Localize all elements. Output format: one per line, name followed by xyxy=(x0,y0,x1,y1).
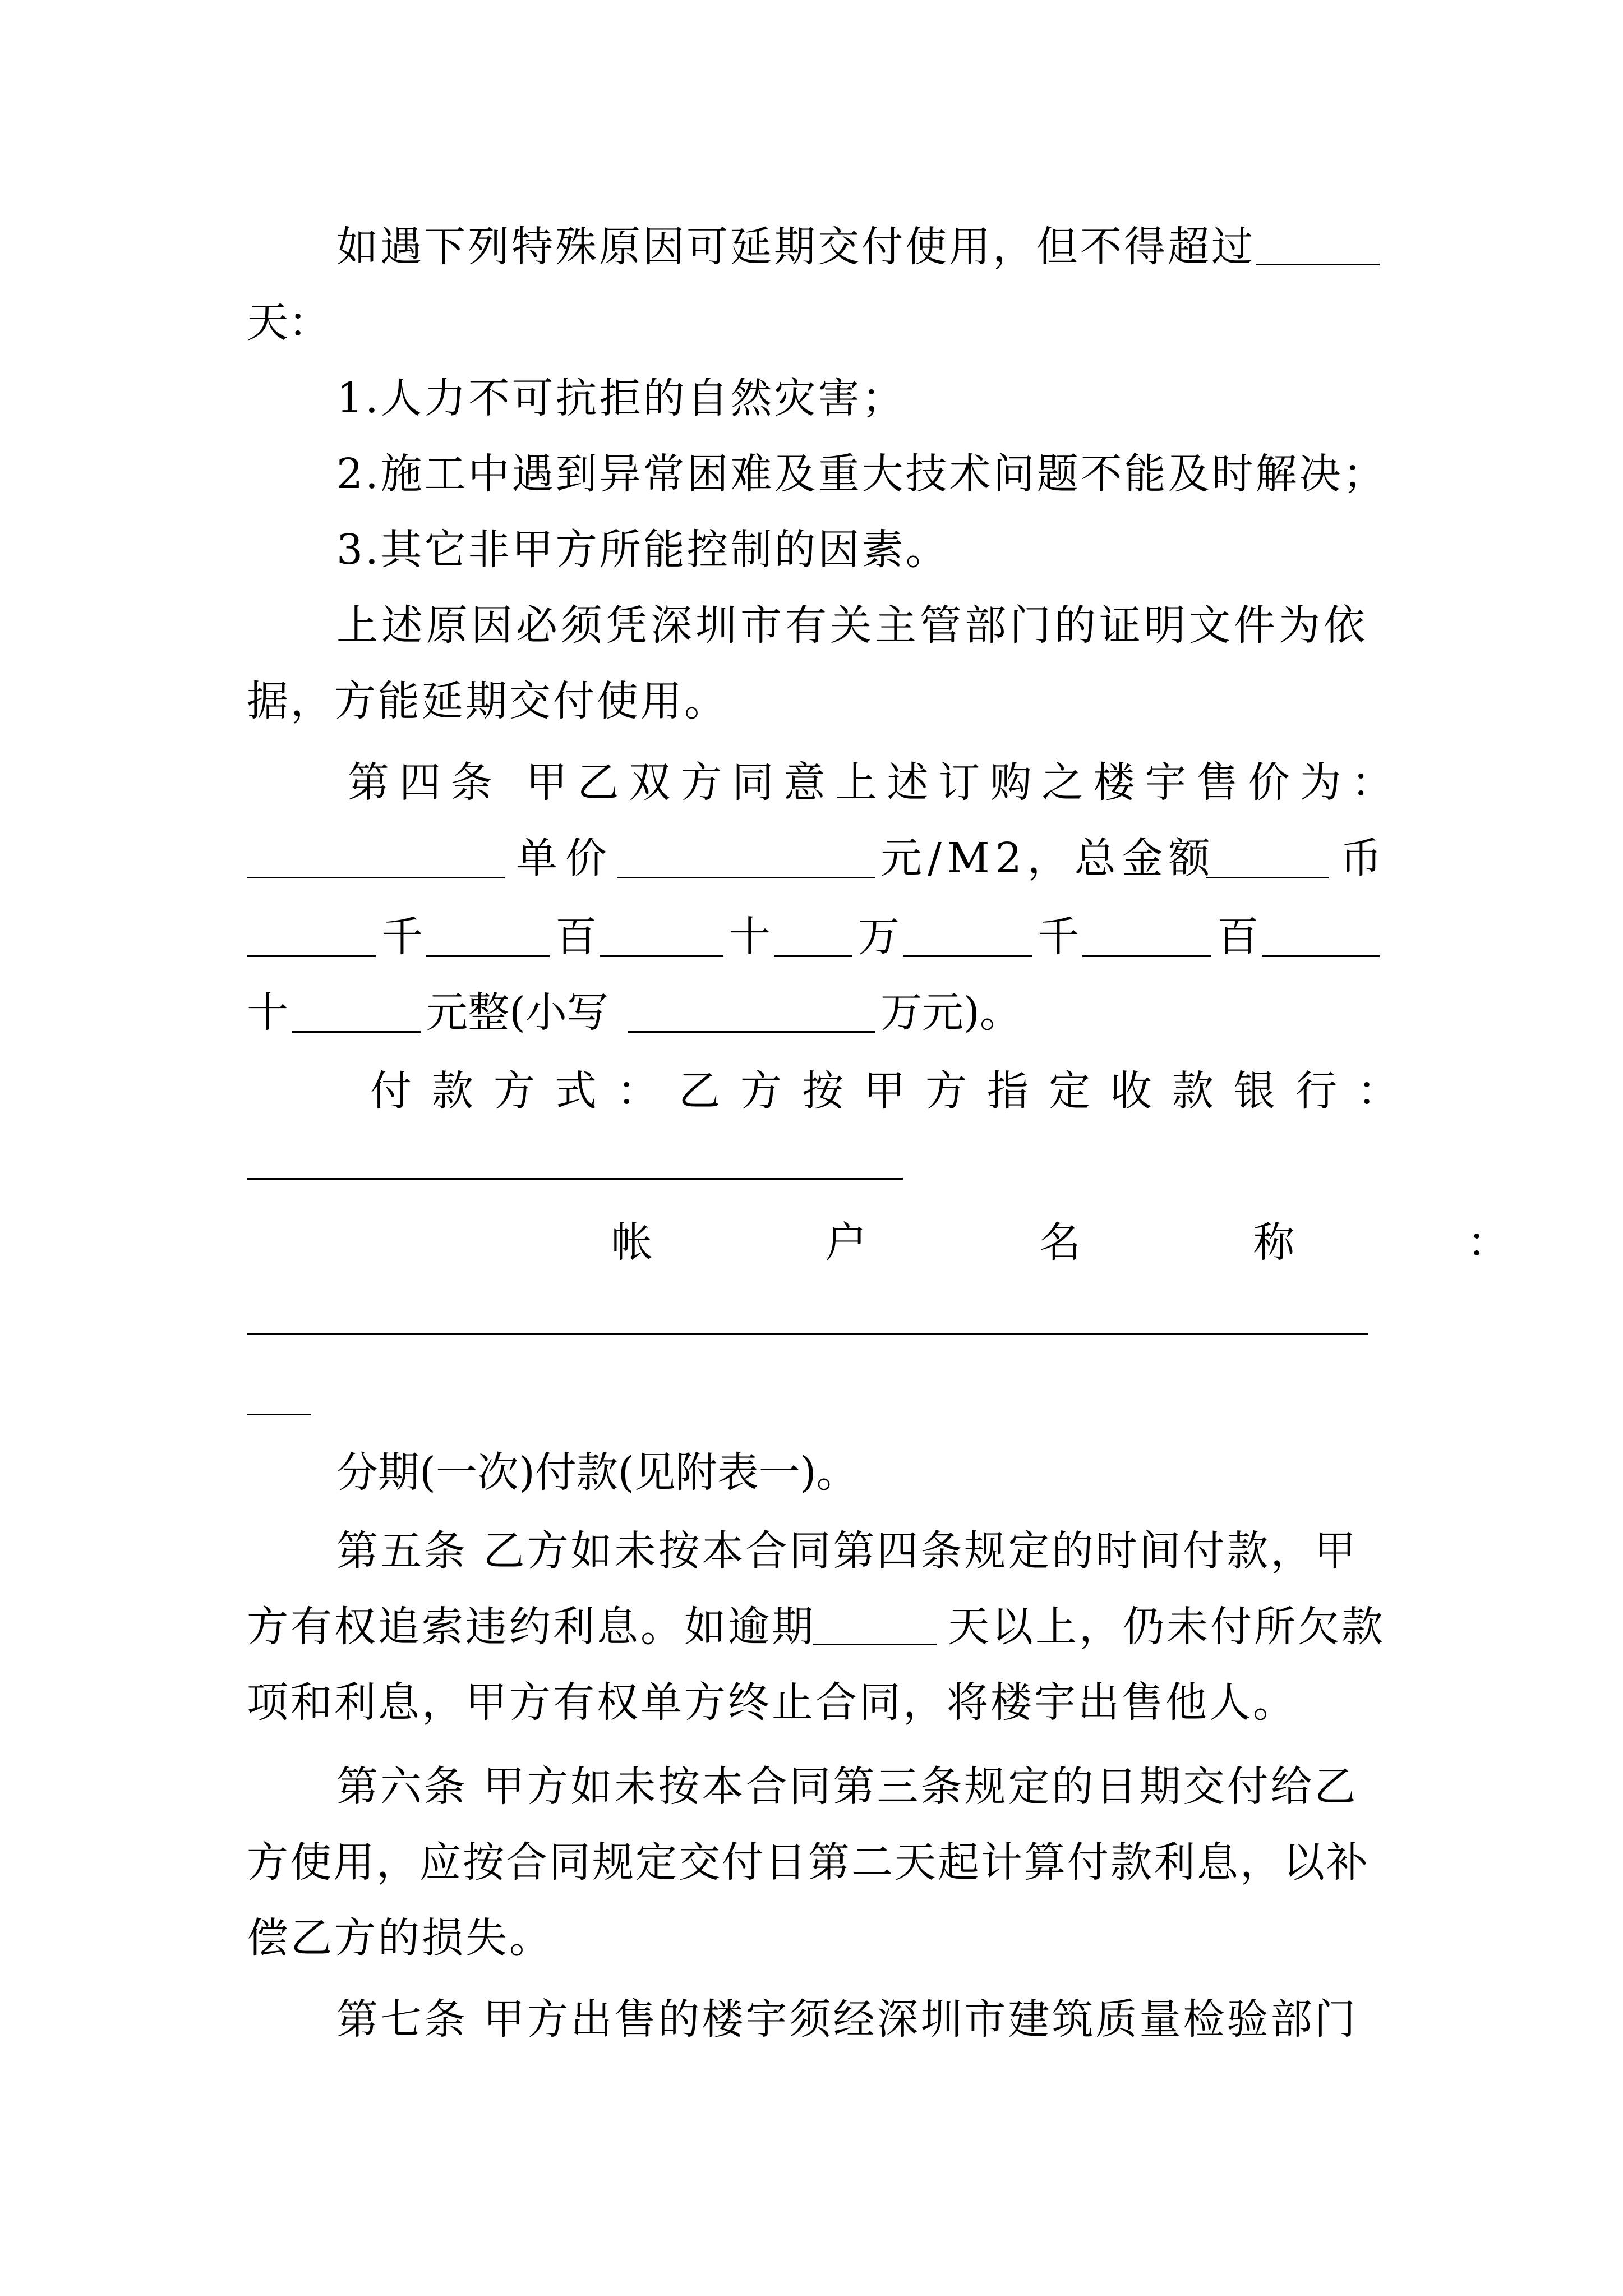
delay-days-blank xyxy=(1256,264,1380,265)
amount-blank xyxy=(426,955,550,957)
article-7-text-1: 第七条 甲方出售的楼宇须经深圳市建筑质量检验部门 xyxy=(336,1995,1358,2044)
article-6-text-1: 第六条 甲方如未按本合同第三条规定的日期交付给乙 xyxy=(336,1763,1358,1811)
amount-blank xyxy=(292,1031,421,1033)
article-5-text-3: 项和利息，甲方有权单方终止合同，将楼宇出售他人。 xyxy=(247,1678,1297,1727)
article-5-text-2b: 天以上，仍未付所欠款 xyxy=(948,1603,1385,1651)
reason-text: 3.其它非甲方所能控制的因素。 xyxy=(336,526,949,574)
unit-price-label: 单价 xyxy=(516,834,615,882)
article-5-text-1: 第五条 乙方如未按本合同第四条规定的时间付款，甲 xyxy=(336,1527,1358,1575)
small-amount-blank xyxy=(628,1031,875,1033)
amount-blank xyxy=(774,955,852,957)
amount-blank xyxy=(247,955,376,957)
article-6-text-3: 偿乙方的损失。 xyxy=(247,1914,553,1962)
installment-text: 分期(一次)付款(见附表一)。 xyxy=(336,1448,858,1497)
proof-text-2: 据，方能延期交付使用。 xyxy=(247,677,728,725)
account-char: 名 xyxy=(1039,1218,1081,1267)
account-char: 称 xyxy=(1253,1218,1295,1267)
unit-price-blank xyxy=(617,877,875,878)
amount-blank xyxy=(903,955,1032,957)
article-4-text: 第四条 甲乙双方同意上述订购之楼宇售价为： xyxy=(348,758,1403,807)
amount-unit-label: 十 xyxy=(729,913,771,961)
account-char: 户 xyxy=(825,1218,867,1267)
currency-label: 币 xyxy=(1340,834,1382,882)
article-5-text-2a: 方有权追索违约利息。如逾期 xyxy=(247,1603,815,1651)
amount-blank xyxy=(1082,955,1211,957)
account-char: 帐 xyxy=(611,1218,653,1267)
amount-unit-label: 百 xyxy=(555,913,597,961)
account-name-blank xyxy=(247,1333,1368,1335)
delay-intro-tail: 天： xyxy=(247,298,330,347)
amount-yuan-label: 元整(小写 xyxy=(426,988,608,1037)
payment-label: 付款方式：乙方按甲方指定收款银行： xyxy=(370,1067,1419,1115)
amount-unit-label: 千 xyxy=(1038,913,1079,961)
amount-unit-label: 百 xyxy=(1217,913,1258,961)
account-name-label xyxy=(611,1212,1509,1273)
proof-text-1: 上述原因必须凭深圳市有关主管部门的证明文件为依 xyxy=(336,601,1368,650)
amount-blank xyxy=(1262,955,1380,957)
account-name-blank-tail xyxy=(247,1414,311,1415)
amount-wanyuan-label: 万元)。 xyxy=(880,988,1021,1037)
reason-text: 1.人力不可抗拒的自然灾害； xyxy=(336,374,906,422)
amount-unit-label: 千 xyxy=(381,913,423,961)
delay-intro-text: 如遇下列特殊原因可延期交付使用，但不得超过 xyxy=(336,223,1255,271)
account-char: ： xyxy=(1467,1218,1509,1267)
total-amount-blank xyxy=(1206,877,1329,878)
amount-unit-label: 十 xyxy=(247,988,288,1037)
bank-name-blank xyxy=(247,1178,903,1180)
reason-text: 2.施工中遇到异常困难及重大技术问题不能及时解决； xyxy=(336,450,1387,498)
amount-unit-label: 万 xyxy=(858,913,900,961)
overdue-days-blank xyxy=(813,1644,937,1645)
price-blank xyxy=(247,877,505,878)
unit-label: 元/M2，总金额 xyxy=(880,834,1216,882)
amount-blank xyxy=(600,955,723,957)
article-6-text-2: 方使用，应按合同规定交付日第二天起计算付款利息，以补 xyxy=(247,1838,1370,1887)
